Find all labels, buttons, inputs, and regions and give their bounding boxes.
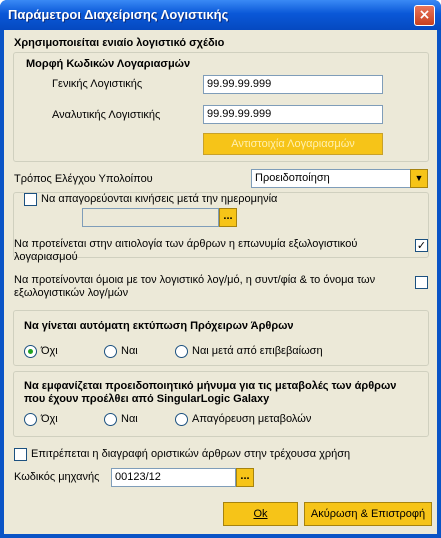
auto-print-title: Να γίνεται αυτόματη εκτύπωση Πρόχειρων Άρθρων: [24, 320, 294, 332]
suggest-account-name-checkbox[interactable]: ✓: [416, 239, 427, 252]
date-restriction-checkbox[interactable]: [24, 193, 37, 206]
auto-print-yes-label: Ναι: [121, 345, 138, 357]
warning-no-radio[interactable]: [24, 413, 37, 426]
suggest-similar-checkbox[interactable]: [415, 276, 428, 289]
machine-code-input[interactable]: 00123/12: [111, 468, 236, 487]
analytic-ledger-label: Αναλυτικής Λογιστικής: [52, 109, 161, 121]
suggest-account-name-label: Να προτείνεται στην αιτιολογία των άρθρων η επωνυμία εξωλογιστικού λογαριασμού: [14, 238, 358, 263]
auto-print-confirm-label: Ναι μετά από επιβεβαίωση: [192, 345, 323, 357]
general-ledger-label: Γενικής Λογιστικής: [52, 78, 143, 90]
dialog-body: [4, 30, 437, 534]
window-title: Παράμετροι Διαχείρισης Λογιστικής: [8, 7, 229, 22]
auto-print-confirm-radio[interactable]: [175, 345, 188, 358]
ok-button[interactable]: Ok: [223, 502, 298, 526]
auto-print-group: [13, 310, 429, 366]
machine-code-label: Κωδικός μηχανής: [14, 471, 100, 483]
balance-check-select[interactable]: Προειδοποίηση: [251, 169, 414, 188]
warning-message-title: Να εμφανίζεται προειδοποιητικό μήνυμα για τις μεταβολές των άρθρων που έχουν προέλθει από SingularLogic Galaxy: [24, 380, 397, 405]
cancel-return-button[interactable]: Ακύρωση & Επιστροφή: [304, 502, 432, 526]
auto-print-yes-radio[interactable]: [104, 345, 117, 358]
balance-check-label: Τρόπος Ελέγχου Υπολοίπου: [14, 173, 153, 185]
account-format-legend: Μορφή Κωδικών Λογαριασμών: [26, 58, 191, 70]
delete-allowed-label: Επιτρέπεται η διαγραφή οριστικών άρθρων στην τρέχουσα χρήση: [31, 448, 351, 460]
restriction-date-input[interactable]: [82, 208, 219, 227]
close-button[interactable]: ×: [414, 5, 435, 26]
date-picker-button[interactable]: ...: [219, 208, 237, 227]
warning-block-label: Απαγόρευση μεταβολών: [192, 413, 312, 425]
machine-code-lookup-button[interactable]: ...: [236, 468, 254, 487]
warning-no-label: Όχι: [41, 413, 58, 425]
warning-yes-label: Ναι: [121, 413, 138, 425]
auto-print-no-label: Όχι: [41, 345, 58, 357]
chart-of-accounts-label: Χρησιμοποιείται ενιαίο λογιστικό σχέδιο: [14, 37, 225, 49]
chevron-down-icon[interactable]: ▼: [410, 169, 428, 188]
warning-block-radio[interactable]: [175, 413, 188, 426]
delete-allowed-checkbox[interactable]: [14, 448, 27, 461]
date-restriction-label: Να απαγορεύονται κινήσεις μετά την ημερομηνία: [41, 193, 278, 205]
auto-print-no-radio[interactable]: [24, 345, 37, 358]
suggest-similar-label: Να προτείνονται όμοια με τον λογιστικό λογ/μό, η συντ/φία & το όνομα των εξωλογιστικών λογ/μών: [14, 274, 376, 299]
account-mapping-button[interactable]: Αντιστοιχία Λογαριασμών: [203, 133, 383, 155]
title-bar[interactable]: [0, 0, 441, 30]
general-ledger-format-input[interactable]: 99.99.99.999: [203, 75, 383, 94]
warning-yes-radio[interactable]: [104, 413, 117, 426]
analytic-ledger-format-input[interactable]: 99.99.99.999: [203, 105, 383, 124]
